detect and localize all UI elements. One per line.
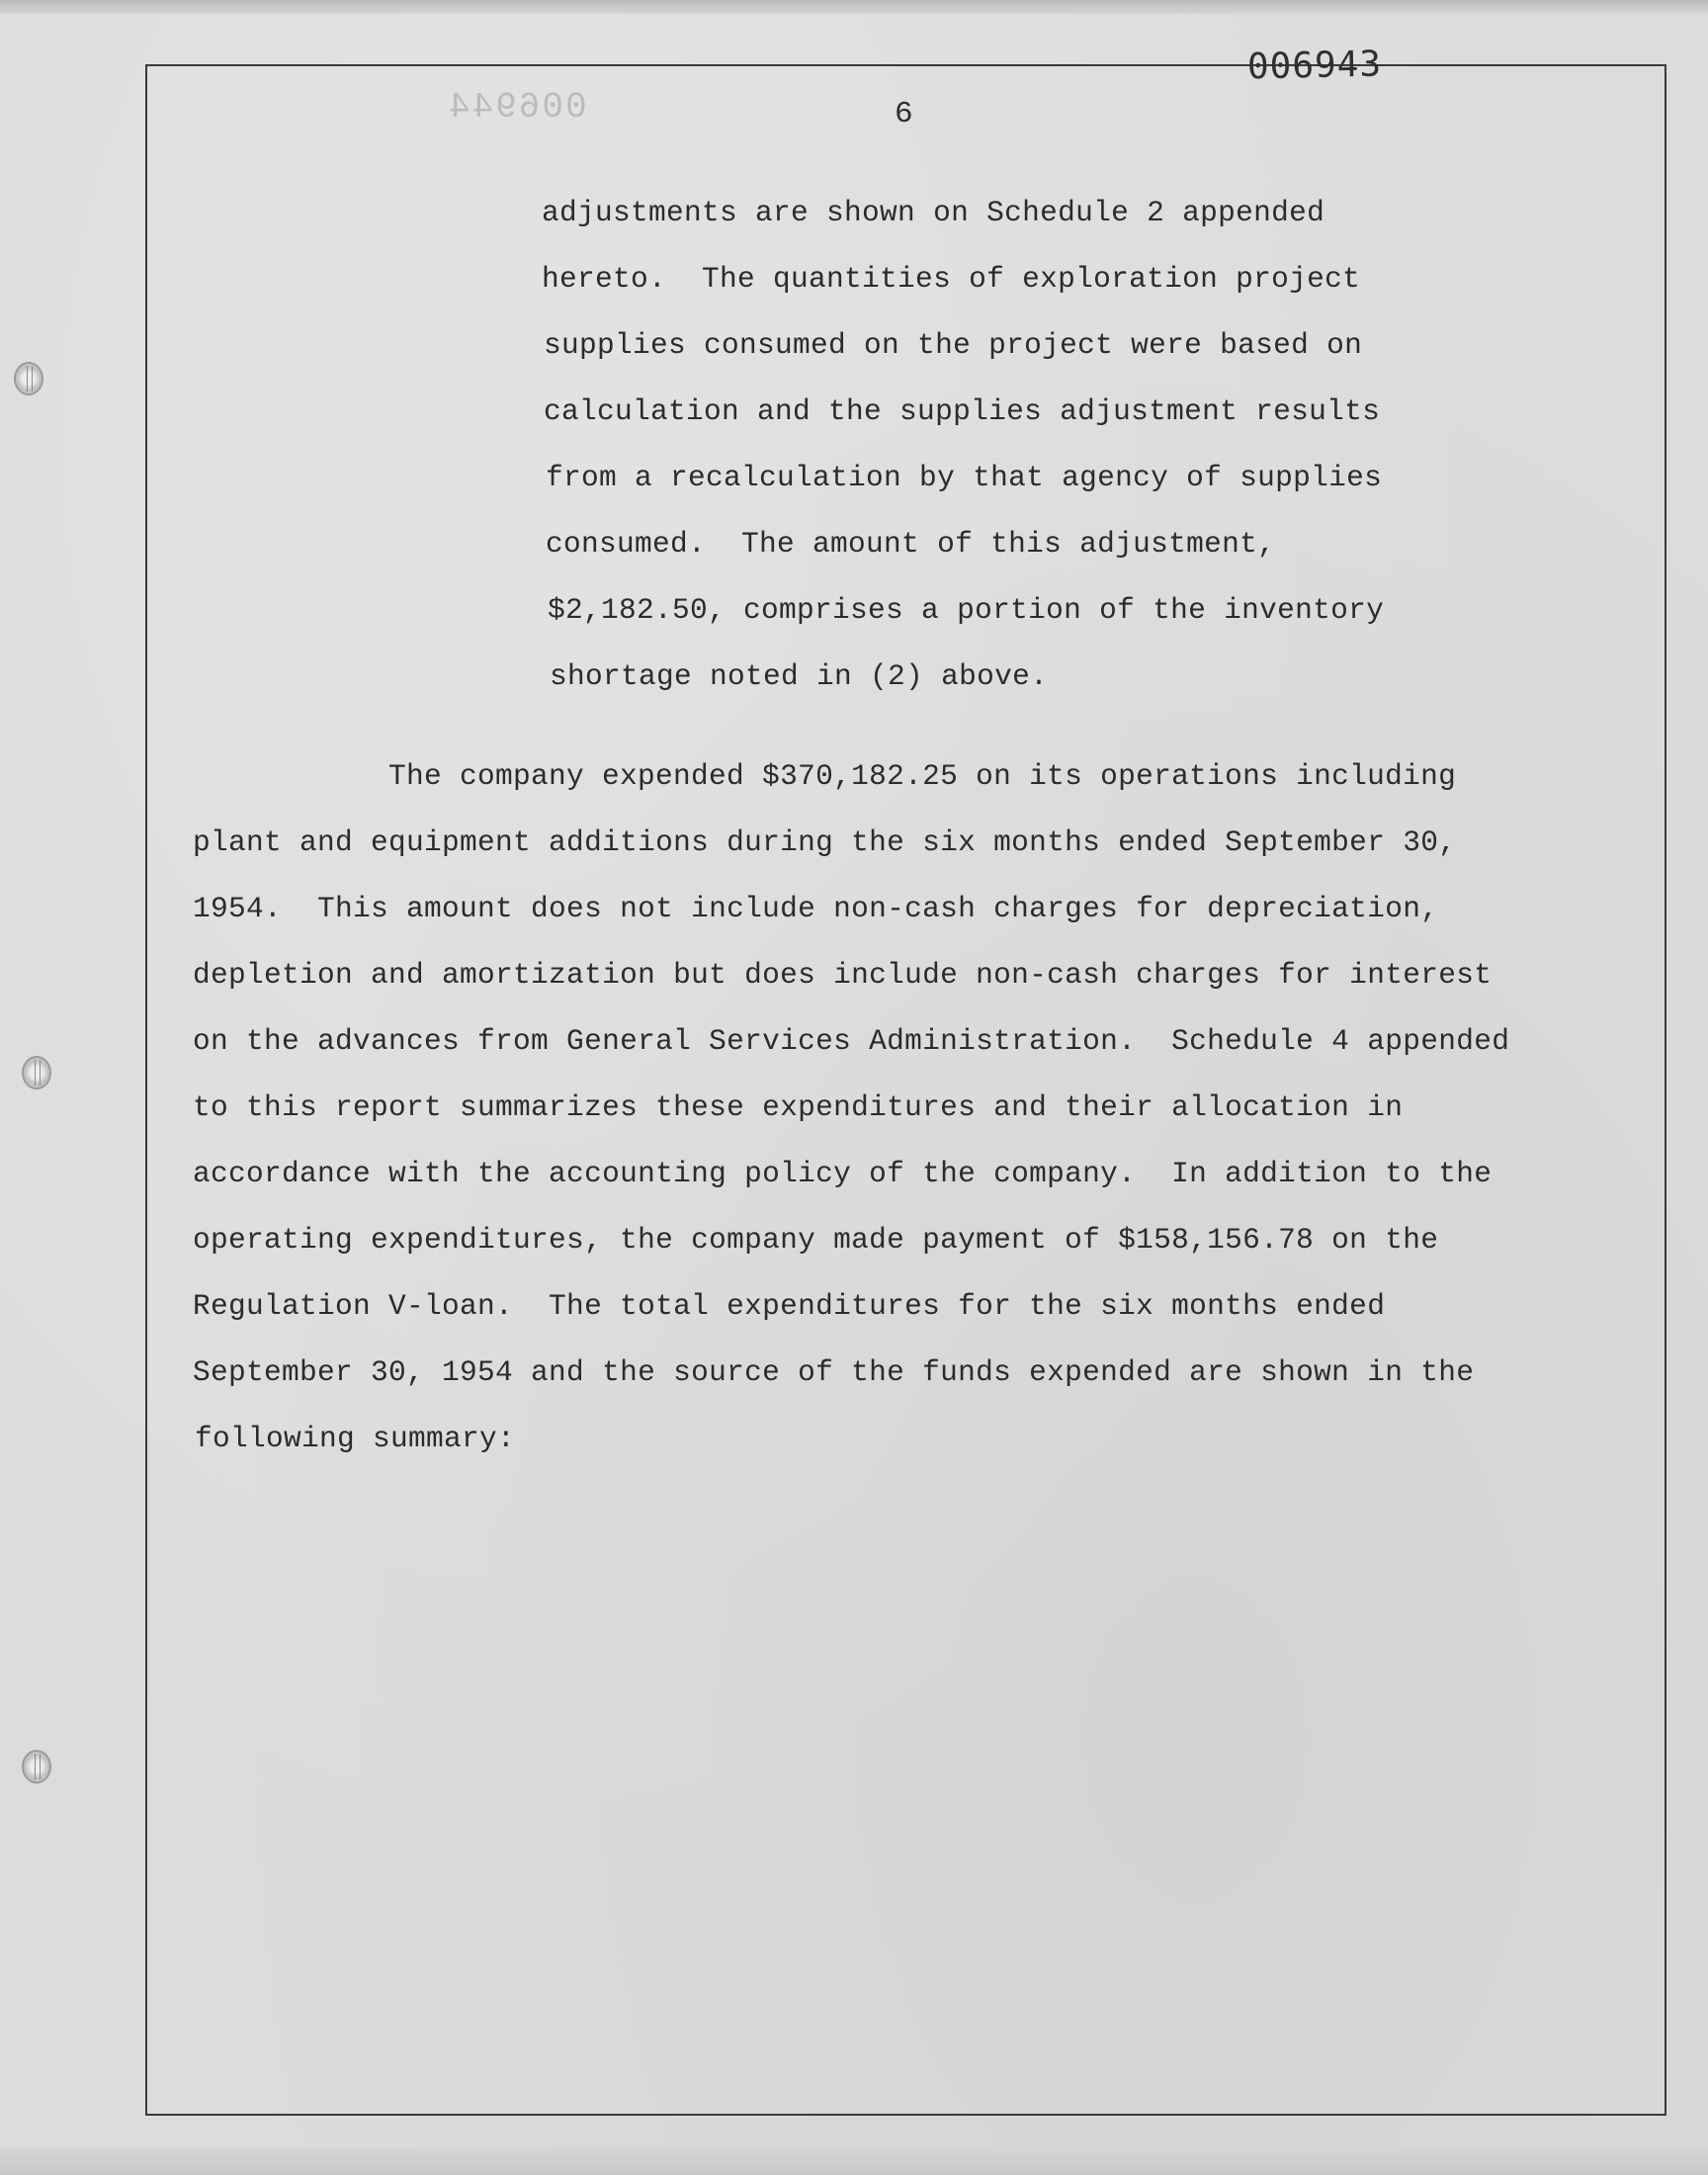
text-line: calculation and the supplies adjustment results bbox=[544, 394, 1381, 428]
text-line: consumed. The amount of this adjustment, bbox=[546, 527, 1276, 561]
bottom-scan-edge bbox=[0, 2147, 1708, 2175]
page-number: 6 bbox=[895, 97, 913, 131]
bleed-through-doc-number: 006944 bbox=[447, 87, 587, 128]
punch-hole-icon bbox=[22, 1056, 51, 1089]
text-line: from a recalculation by that agency of supplies bbox=[546, 461, 1383, 494]
text-line: depletion and amortization but does include non-cash charges for interest bbox=[193, 958, 1493, 992]
text-line: The company expended $370,182.25 on its operations including bbox=[388, 759, 1457, 793]
text-line: to this report summarizes these expenditures and their allocation in bbox=[193, 1090, 1404, 1124]
punch-hole-icon bbox=[14, 362, 43, 395]
text-line: Regulation V-loan. The total expenditures for the six months ended bbox=[193, 1289, 1386, 1323]
text-line: operating expenditures, the company made payment of $158,156.78 on the bbox=[193, 1223, 1439, 1257]
text-line: following summary: bbox=[195, 1422, 516, 1455]
text-line: 1954. This amount does not include non-cash charges for depreciation, bbox=[193, 892, 1439, 925]
text-line: shortage noted in (2) above. bbox=[550, 659, 1049, 693]
text-line: hereto. The quantities of exploration project bbox=[542, 262, 1361, 296]
text-line: adjustments are shown on Schedule 2 appended bbox=[542, 196, 1325, 229]
text-line: supplies consumed on the project were based on bbox=[544, 328, 1363, 362]
punch-hole-icon bbox=[22, 1750, 51, 1784]
text-line: on the advances from General Services Administration. Schedule 4 appended bbox=[193, 1024, 1510, 1058]
text-line: plant and equipment additions during the six months ended September 30, bbox=[193, 826, 1457, 859]
text-line: September 30, 1954 and the source of the funds expended are shown in the bbox=[193, 1355, 1475, 1389]
top-scan-edge bbox=[0, 0, 1708, 14]
text-line: accordance with the accounting policy of the company. In addition to the bbox=[193, 1157, 1493, 1190]
text-line: $2,182.50, comprises a portion of the inventory bbox=[548, 593, 1385, 627]
document-number: 006943 bbox=[1246, 44, 1383, 88]
